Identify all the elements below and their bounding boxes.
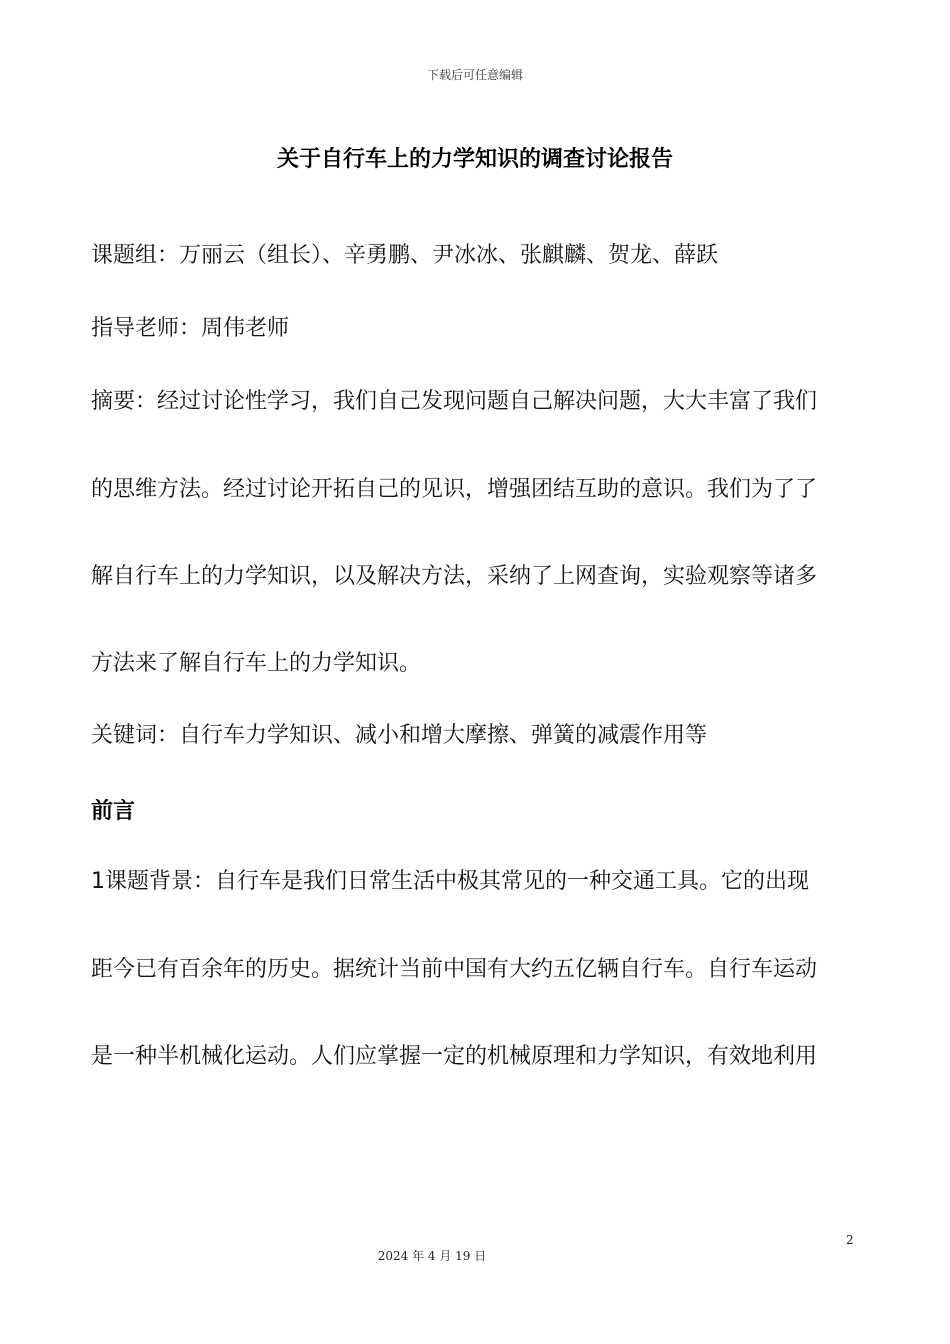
abstract-line: 摘要：经过讨论性学习，我们自己发现问题自己解决问题，大大丰富了我们	[91, 389, 818, 414]
document-title: 关于自行车上的力学知识的调查讨论报告	[276, 147, 673, 172]
preface-heading: 前言	[91, 799, 136, 824]
abstract-line: 的思维方法。经过讨论开拓自己的见识，增强团结互助的意识。我们为了了	[91, 477, 818, 502]
background-line: 是一种半机械化运动。人们应掌握一定的机械原理和力学知识，有效地利用	[91, 1044, 818, 1069]
abstract-line: 方法来了解自行车上的力学知识。	[91, 651, 422, 676]
abstract-line: 解自行车上的力学知识，以及解决方法，采纳了上网查询，实验观察等诸多	[91, 564, 818, 589]
header-note: 下载后可任意编辑	[426, 68, 523, 82]
background-line: 1课题背景：自行车是我们日常生活中极其常见的一种交通工具。它的出现	[91, 869, 809, 894]
research-group-line: 课题组：万丽云（组长）、辛勇鹏、尹冰冰、张麒麟、贺龙、薛跃	[91, 243, 719, 268]
keywords-line: 关键词：自行车力学知识、减小和增大摩擦、弹簧的减震作用等	[91, 723, 708, 748]
footer-date: 2024 年 4 月 19 日	[377, 1249, 487, 1263]
advisor-line: 指导老师：周伟老师	[91, 316, 290, 341]
background-line: 距今已有百余年的历史。据统计当前中国有大约五亿辆自行车。自行车运动	[91, 957, 818, 982]
page-number: 2	[846, 1233, 854, 1247]
